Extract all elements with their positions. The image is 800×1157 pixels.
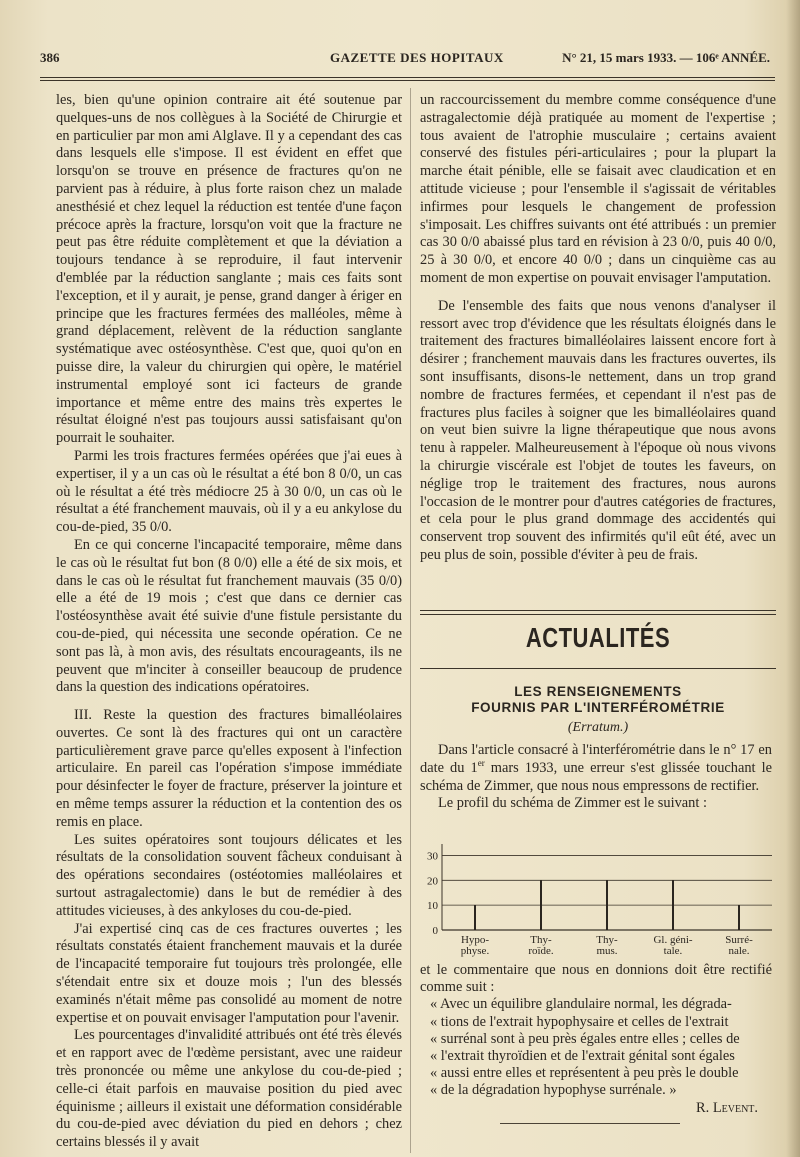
- article-title-line: FOURNIS PAR L'INTERFÉROMÉTRIE: [471, 700, 725, 715]
- quote-line: « surrénal sont à peu près égales entre elles ; celles de: [430, 1030, 740, 1047]
- paragraph: [420, 742, 772, 795]
- paragraph: un raccourcissement du membre comme conséquence d'une astragalectomie déjà pratiquée au moment de l'expertise ; tous avaient de l'atrophie musculaire ; certains avaient conservé des fistules péri-articulaires ; pour la plupart la marche était pénible, elle se faisait avec claudication et en attitude vicieuse ; pour l'ensemble il s'agissait de véritables infirmes pour lesquels le changement de profession s'imposait. Les chiffres suivants ont été attribués : un premier cas 30 0/0 abaissé plus tard en révision à 23 0/0, puis 40 0/0, 25 à 30 0/0, et encore 40 0/0 ; dans un cinquième cas au moment de mon expertise on pouvait envisager l'amputation.: [420, 92, 776, 286]
- section-rule: [420, 610, 776, 611]
- section-rule-2: [420, 614, 776, 615]
- category-label: Thy-: [596, 934, 618, 946]
- category-label: roïde.: [528, 945, 554, 957]
- journal-title: GAZETTE DES HOPITAUX: [330, 50, 504, 65]
- signature: R. Levent.: [696, 1099, 758, 1116]
- quote-line: « de la dégradation hypophyse surrénale. »: [430, 1082, 677, 1099]
- left-column: [56, 92, 402, 1152]
- zimmer-profile-chart: [420, 838, 776, 968]
- category-label: Hypo-: [460, 934, 490, 946]
- paragraph: J'ai expertisé cinq cas de ces fractures ouvertes ; les résultats constatés étaient franchement mauvais et la durée de l'incapacité temporaire fut toujours très prolongée, elle s'étendait entre six et douze mois ; l'un des blessés examinés n'était même pas consolidé au moment de notre expertise et on pouvait envisager l'amputation pour l'avenir.: [56, 920, 402, 1026]
- issue-info: N° 21, 15 mars 1933. — 106ᵉ ANNÉE.: [562, 50, 770, 65]
- right-column: [420, 92, 776, 565]
- y-tick-label: 0: [432, 925, 438, 937]
- page-edge-shadow: [786, 0, 800, 1157]
- quote-line: « aussi entre elles et représentent à peu près le double: [430, 1065, 739, 1082]
- intro-text: mars 1933, une erreur s'est glissée touchant le schéma de Zimmer, que nous nous empressons de rectifier.: [420, 759, 773, 794]
- paragraph: Parmi les trois fractures fermées opérées que j'ai eues à expertiser, il y a un cas où le résultat a été bon 8 0/0, un cas où le résultat a été très médiocre 25 à 30 0/0, un cas où le résultat a été franchement mauvais, où il y a eu ankylose du cou-de-pied, 35 0/0.: [56, 447, 402, 536]
- paragraph: De l'ensemble des faits que nous venons d'analyser il ressort avec trop d'évidence que les résultats éloignés dans le traitement des fractures bimalléolaires laissent encore fort à désirer ; franchement mauvais dans les fractures ouvertes, ils sont insuffisants, disons-le nettement, dans un trop grand nombre de fractures fermées, et cependant il n'est pas de fractures plus faciles à soigner que les bimalléolaires quand on veut bien suivre la ligne thérapeutique que nous avons tenu à rappeler. Malheureusement à l'époque où nous vivons la chirurgie viscérale est l'objet de toutes les faveurs, on néglige trop le traitement des fractures, nous aurons l'occasion de le montrer pour d'autres catégories de fractures, et cela pour le plus grand dommage des accidentés qui conservent trop souvent des infirmités qu'il eût été, avec un peu plus de soin, possible d'éviter à peu de frais.: [420, 297, 776, 563]
- running-header: [40, 46, 770, 70]
- paragraph: En ce qui concerne l'incapacité temporaire, même dans le cas où le résultat fut bon (8 0/0) elle a été de six mois, et dans le cas où le résultat fut franchement mauvais (35 0/0) elle a été de 19 mois ; c'est que dans ce dernier cas l'ostéosynthèse avait été suivie d'une fistule persistante du cou-de-pied, qui nécessita une seconde opération. Ce ne sont pas là, à mon avis, des résultats encourageants, ils ne peuvent que m'inciter à conseiller beaucoup de prudence dans la question des indications opératoires.: [56, 536, 402, 696]
- category-label: Gl. géni-: [653, 934, 693, 946]
- y-tick-label: 30: [427, 850, 438, 863]
- category-label: nale.: [728, 945, 750, 957]
- section-rule-bottom: [420, 668, 776, 669]
- paragraph: Les pourcentages d'invalidité attribués ont été très élevés et en rapport avec de l'œdème persistant, avec une raideur très prononcée ou même une ankylose du cou-de-pied ; celle-ci était parfois en mauvaise position du pied avec équinisme ; ailleurs il existait une déformation considérable du cou-de-pied avec déviation du pied en dehors ; chez certains blessés il y avait: [56, 1027, 402, 1151]
- page-number: 386: [40, 50, 60, 65]
- quote-block: [420, 996, 772, 1099]
- intro-text: Dans l'article consacré à l'interférométrie dans le n° 17 en date du 1: [420, 742, 772, 776]
- paragraph: III. Reste la question des fractures bimalléolaires ouvertes. Ce sont là des fractures qui ont un caractère particulièrement grave parce qu'elles exposent à l'infection articulaire. En pareil cas l'opération s'impose immédiate pour désinfecter le foyer de fracture, préserver la jointure et en même temps assurer la réduction et la contention des os remis en place.: [56, 707, 402, 830]
- quote-line: « tions de l'extrait hypophysaire et celles de l'extrait: [430, 1013, 729, 1030]
- article-subtitle: (Erratum.): [567, 720, 629, 735]
- paragraph: et le commentaire que nous en donnions doit être rectifié comme suit :: [420, 962, 772, 996]
- column-divider: [410, 88, 411, 1153]
- end-rule: [500, 1123, 680, 1124]
- header-rule-2: [40, 80, 775, 81]
- category-label: physe.: [460, 945, 490, 957]
- paragraph: Les suites opératoires sont toujours délicates et les résultats de la consolidation souvent fâcheux conduisant à des opérations secondaires (ostéotomies malléolaires et surtout astragalectomie) dans le but de remédier à des attitudes vicieuses, à des ankyloses du cou-de-pied.: [56, 831, 402, 919]
- header-rule: [40, 77, 775, 78]
- category-label: Thy-: [530, 934, 552, 946]
- article-comment: [420, 962, 772, 1117]
- category-label: tale.: [663, 945, 683, 957]
- intro-superscript: er: [477, 758, 485, 768]
- y-tick-label: 20: [427, 875, 438, 888]
- category-label: mus.: [596, 945, 618, 957]
- article-title-line: LES RENSEIGNEMENTS: [514, 684, 682, 699]
- y-tick-label: 10: [427, 900, 438, 913]
- article-title: [420, 684, 776, 716]
- quote-line: « l'extrait thyroïdien et de l'extrait génital sont égales: [430, 1048, 735, 1065]
- paragraph: les, bien qu'une opinion contraire ait été soutenue par quelques-uns de nos collègues à la Société de Chirurgie et en particulier par mon ami Alglave. Il y a cependant des cas dans lesquels elle s'impose. Il est évident en effet que lorsqu'on se trouve en présence de fractures qu'on ne parvient pas à réduire, à plus forte raison chez un malade anesthésié et chez lequel la réduction est tentée d'une façon précoce après la fracture, lorsqu'on voit que la fracture ne peut pas être réduite complètement et que la déviation a toujours tendance à se reproduire, il faut intervenir d'emblée par la réduction sanglante ; mais ces faits sont l'exception, et il y aurait, je pense, grand danger à ériger en principe que les fractures fermées des malléoles, même à grand déplacement, relèvent de la réduction sanglante systématique avec ostéosynthèse. C'est que, quoi qu'on en puisse dire, la valeur du chirurgien qui opère, le matériel instrumental employé sont ici facteurs de grande importance et même entre des mains très expertes le résultat éloigné n'est pas toujours aussi satisfaisant qu'on pourrait le souhaiter.: [56, 92, 402, 447]
- paragraph: Le profil du schéma de Zimmer est le suivant :: [438, 795, 707, 812]
- category-label: Surré-: [725, 934, 753, 946]
- article-intro: [420, 742, 772, 813]
- section-title: ACTUALITÉS: [525, 621, 671, 653]
- quote-line: « Avec un équilibre glandulaire normal, les dégrada-: [430, 996, 732, 1013]
